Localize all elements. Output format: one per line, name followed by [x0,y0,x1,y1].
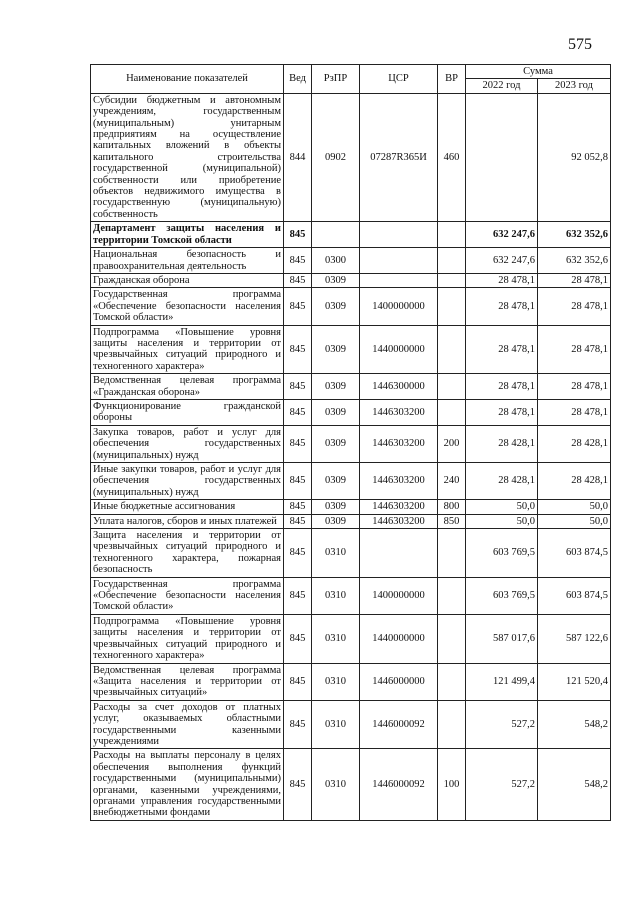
cell-rzpr: 0309 [312,325,360,374]
header-vr: ВР [438,65,466,94]
table-row [91,663,611,700]
header-2023: 2023 год [538,79,611,93]
cell-y2022: 632 247,6 [466,222,538,248]
cell-ved: 845 [284,463,312,500]
cell-vr [438,663,466,700]
cell-vr: 850 [438,514,466,528]
cell-vr: 200 [438,425,466,462]
cell-ved: 845 [284,700,312,749]
cell-ved: 845 [284,425,312,462]
cell-name: Субсидии бюджетным и автономным учреждениям, государственным (муниципальным) унитарным предприятиям на осуществление капитальных вложений в объекты капитального строительства государственной (муниципальной) собственности или приобретение объектов недвижимого имущества в государственную (муниципальную) собственность [91,93,284,221]
table-body [91,93,611,820]
cell-rzpr: 0309 [312,374,360,400]
table-row [91,93,611,221]
cell-rzpr: 0309 [312,288,360,325]
cell-vr [438,248,466,274]
cell-name: Подпрограмма «Повышение уровня защиты населения и территории от чрезвычайных ситуаций природного и техногенного характера» [91,325,284,374]
cell-ved: 845 [284,273,312,287]
table-row [91,614,611,663]
cell-rzpr: 0310 [312,663,360,700]
cell-y2022: 28 428,1 [466,463,538,500]
cell-vr [438,700,466,749]
cell-rzpr: 0309 [312,514,360,528]
cell-ved: 844 [284,93,312,221]
cell-name: Уплата налогов, сборов и иных платежей [91,514,284,528]
cell-csr [360,529,438,578]
cell-rzpr [312,222,360,248]
cell-rzpr: 0310 [312,577,360,614]
cell-y2023: 28 478,1 [538,273,611,287]
cell-y2023: 28 428,1 [538,463,611,500]
cell-name: Национальная безопасность и правоохранительная деятельность [91,248,284,274]
table-row [91,222,611,248]
cell-csr: 1400000000 [360,577,438,614]
cell-name: Расходы на выплаты персоналу в целях обеспечения выполнения функций государственными (муниципальными) органами, казенными учреждениями, органами управления государственными внебюджетными фондами [91,749,284,820]
cell-ved: 845 [284,514,312,528]
cell-ved: 845 [284,374,312,400]
header-2022: 2022 год [466,79,538,93]
cell-ved: 845 [284,500,312,514]
cell-rzpr: 0300 [312,248,360,274]
table-row [91,425,611,462]
cell-ved: 845 [284,577,312,614]
cell-csr [360,248,438,274]
cell-y2022: 527,2 [466,700,538,749]
cell-vr [438,222,466,248]
cell-vr [438,288,466,325]
cell-rzpr: 0310 [312,700,360,749]
cell-y2022: 28 478,1 [466,273,538,287]
cell-name: Расходы за счет доходов от платных услуг, оказываемых областными государственными казенными учреждениями [91,700,284,749]
header-csr: ЦСР [360,65,438,94]
cell-name: Ведомственная целевая программа «Защита населения и территории от чрезвычайных ситуаций» [91,663,284,700]
cell-y2023: 121 520,4 [538,663,611,700]
cell-y2023: 28 428,1 [538,425,611,462]
cell-vr: 100 [438,749,466,820]
cell-ved: 845 [284,663,312,700]
cell-csr [360,222,438,248]
cell-vr: 240 [438,463,466,500]
cell-y2023: 28 478,1 [538,325,611,374]
cell-y2022: 28 478,1 [466,288,538,325]
cell-y2022: 527,2 [466,749,538,820]
header-name: Наименование показателей [91,65,284,94]
cell-y2023: 587 122,6 [538,614,611,663]
cell-y2023: 50,0 [538,500,611,514]
cell-csr: 1446303200 [360,514,438,528]
cell-y2023: 548,2 [538,749,611,820]
cell-name: Закупка товаров, работ и услуг для обеспечения государственных (муниципальных) нужд [91,425,284,462]
cell-csr: 1446303200 [360,399,438,425]
cell-csr: 1446303200 [360,463,438,500]
table-row [91,248,611,274]
cell-ved: 845 [284,325,312,374]
cell-y2022: 603 769,5 [466,577,538,614]
cell-rzpr: 0902 [312,93,360,221]
cell-rzpr: 0310 [312,749,360,820]
cell-y2022: 28 478,1 [466,374,538,400]
cell-y2023: 548,2 [538,700,611,749]
cell-name: Государственная программа «Обеспечение безопасности населения Томской области» [91,288,284,325]
cell-vr [438,577,466,614]
cell-rzpr: 0309 [312,273,360,287]
table-row [91,463,611,500]
cell-csr: 1440000000 [360,614,438,663]
table-row [91,325,611,374]
cell-vr [438,325,466,374]
cell-y2023: 632 352,6 [538,222,611,248]
header-sum: Сумма [466,65,611,79]
cell-y2023: 28 478,1 [538,288,611,325]
cell-csr: 1446000000 [360,663,438,700]
cell-vr: 460 [438,93,466,221]
cell-csr: 1446303200 [360,500,438,514]
cell-name: Иные закупки товаров, работ и услуг для обеспечения государственных (муниципальных) нужд [91,463,284,500]
cell-y2022: 121 499,4 [466,663,538,700]
cell-rzpr: 0309 [312,500,360,514]
cell-y2023: 92 052,8 [538,93,611,221]
cell-vr: 800 [438,500,466,514]
cell-y2022: 28 428,1 [466,425,538,462]
cell-ved: 845 [284,248,312,274]
cell-y2022: 28 478,1 [466,325,538,374]
cell-csr: 1446000092 [360,700,438,749]
table-row [91,749,611,820]
cell-csr: 1446000092 [360,749,438,820]
table-row [91,288,611,325]
cell-y2023: 632 352,6 [538,248,611,274]
cell-csr: 1446303200 [360,425,438,462]
cell-name: Иные бюджетные ассигнования [91,500,284,514]
cell-ved: 845 [284,614,312,663]
cell-name: Ведомственная целевая программа «Гражданская оборона» [91,374,284,400]
cell-vr [438,273,466,287]
cell-y2022: 28 478,1 [466,399,538,425]
cell-vr [438,614,466,663]
table-row [91,577,611,614]
table-row [91,700,611,749]
cell-csr: 1400000000 [360,288,438,325]
cell-name: Государственная программа «Обеспечение безопасности населения Томской области» [91,577,284,614]
cell-name: Департамент защиты населения и территории Томской области [91,222,284,248]
header-rzpr: РзПР [312,65,360,94]
page-number: 575 [568,36,592,53]
budget-table [90,64,611,821]
cell-name: Гражданская оборона [91,273,284,287]
cell-y2023: 50,0 [538,514,611,528]
cell-csr: 07287R365И [360,93,438,221]
cell-ved: 845 [284,399,312,425]
cell-y2023: 603 874,5 [538,577,611,614]
table-row [91,529,611,578]
cell-vr [438,529,466,578]
cell-vr [438,374,466,400]
cell-y2023: 28 478,1 [538,374,611,400]
cell-y2022: 50,0 [466,514,538,528]
cell-name: Защита населения и территории от чрезвычайных ситуаций природного и техногенного характера, пожарная безопасность [91,529,284,578]
cell-ved: 845 [284,749,312,820]
cell-rzpr: 0310 [312,614,360,663]
cell-rzpr: 0310 [312,529,360,578]
cell-y2022: 587 017,6 [466,614,538,663]
cell-csr: 1446300000 [360,374,438,400]
table-row [91,500,611,514]
cell-rzpr: 0309 [312,463,360,500]
cell-rzpr: 0309 [312,399,360,425]
cell-y2022 [466,93,538,221]
cell-ved: 845 [284,288,312,325]
header-ved: Вед [284,65,312,94]
cell-y2023: 28 478,1 [538,399,611,425]
cell-y2022: 50,0 [466,500,538,514]
cell-y2023: 603 874,5 [538,529,611,578]
cell-vr [438,399,466,425]
table-row [91,374,611,400]
table-row [91,273,611,287]
cell-ved: 845 [284,222,312,248]
cell-rzpr: 0309 [312,425,360,462]
table-row [91,399,611,425]
cell-ved: 845 [284,529,312,578]
cell-y2022: 603 769,5 [466,529,538,578]
table-row [91,514,611,528]
cell-csr [360,273,438,287]
cell-name: Подпрограмма «Повышение уровня защиты населения и территории от чрезвычайных ситуаций природного и техногенного характера» [91,614,284,663]
cell-csr: 1440000000 [360,325,438,374]
cell-name: Функционирование гражданской обороны [91,399,284,425]
cell-y2022: 632 247,6 [466,248,538,274]
